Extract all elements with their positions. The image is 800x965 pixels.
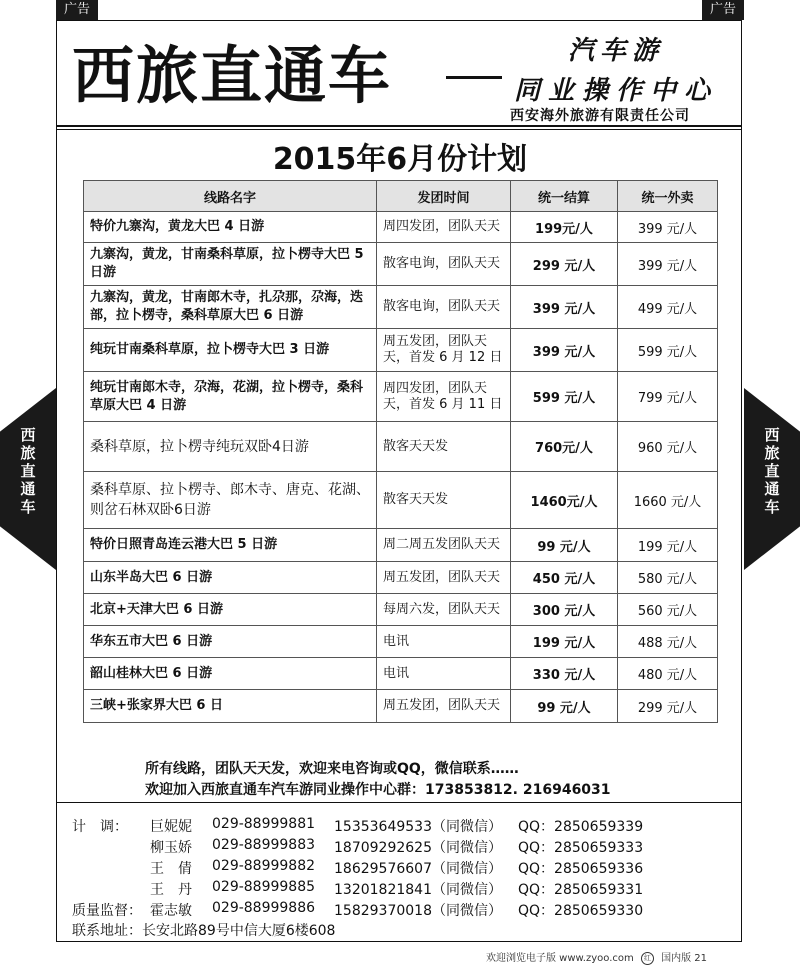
header-route-name: 线路名字: [84, 181, 377, 212]
table-row: [84, 212, 718, 243]
table-row: [84, 286, 718, 329]
slogan-line-2: 同业操作中心: [514, 76, 719, 106]
table-row: [84, 529, 718, 562]
route-settle-price: 399 元/人: [511, 286, 618, 329]
routes-table: [83, 180, 718, 723]
route-settle-price: 300 元/人: [511, 594, 618, 626]
slogan-line-1: 汽车游: [568, 36, 665, 66]
table-row: [84, 626, 718, 658]
ad-label-right: 广告: [702, 0, 744, 20]
route-settle-price: 99 元/人: [511, 529, 618, 562]
table-row: [84, 372, 718, 422]
route-name: 三峡+张家界大巴 6 日: [84, 690, 377, 723]
route-name: 北京+天津大巴 6 日游: [84, 594, 377, 626]
table-row: [84, 690, 718, 723]
table-row: [84, 658, 718, 690]
contact-tel: 029-88999881: [212, 816, 316, 832]
route-retail-price: 399 元/人: [618, 212, 718, 243]
contact-name: 霍志敏: [150, 903, 192, 919]
route-departure: 散客天天发: [377, 472, 511, 529]
route-name: 桑科草原，拉卜楞寺纯玩双卧4日游: [84, 422, 377, 472]
route-name: 桑科草原、拉卜楞寺、郎木寺、唐克、花湖、则岔石林双卧6日游: [84, 472, 377, 529]
route-retail-price: 580 元/人: [618, 562, 718, 594]
route-settle-price: 450 元/人: [511, 562, 618, 594]
route-settle-price: 99 元/人: [511, 690, 618, 723]
footer-edition: 国内版 21: [661, 953, 708, 964]
route-retail-price: 480 元/人: [618, 658, 718, 690]
contact-tel: 029-88999886: [212, 900, 316, 916]
contact-mobile: 18709292625（同微信）: [334, 840, 502, 856]
route-settle-price: 760元/人: [511, 422, 618, 472]
route-departure: 每周六发，团队天天: [377, 594, 511, 626]
route-retail-price: 1660 元/人: [618, 472, 718, 529]
table-row: [84, 422, 718, 472]
route-name: 九寨沟，黄龙，甘南桑科草原，拉卜楞寺大巴 5 日游: [84, 243, 377, 286]
contact-qq: QQ：2850659330: [518, 903, 644, 919]
table-row: [84, 329, 718, 372]
route-settle-price: 399 元/人: [511, 329, 618, 372]
route-departure: 周五发团，团队天天: [377, 690, 511, 723]
contact-tel: 029-88999883: [212, 837, 316, 853]
route-name: 纯玩甘南桑科草原，拉卜楞寺大巴 3 日游: [84, 329, 377, 372]
contact-tel: 029-88999885: [212, 879, 316, 895]
company-name: 西安海外旅游有限责任公司: [510, 108, 690, 124]
plan-title: 2015年6月份计划: [272, 142, 528, 177]
note-all-routes: 所有线路，团队天天发，欢迎来电咨询或QQ，微信联系……: [145, 761, 519, 777]
route-departure: 散客电询，团队天天: [377, 286, 511, 329]
contact-tel: 029-88999882: [212, 858, 316, 874]
contact-mobile: 13201821841（同微信）: [334, 882, 502, 898]
contact-address: 联系地址：长安北路89号中信大厦6楼608: [72, 923, 336, 939]
route-departure: 周二周五发团队天天: [377, 529, 511, 562]
page-footer: [486, 949, 707, 965]
route-departure: 周五发团，团队天天，首发 6 月 12 日: [377, 329, 511, 372]
contact-qq: QQ：2850659336: [518, 861, 644, 877]
contact-mobile: 15353649533（同微信）: [334, 819, 502, 835]
route-name: 山东半岛大巴 6 日游: [84, 562, 377, 594]
route-retail-price: 299 元/人: [618, 690, 718, 723]
route-departure: 周四发团，团队天天，首发 6 月 11 日: [377, 372, 511, 422]
route-name: 特价九寨沟，黄龙大巴 4 日游: [84, 212, 377, 243]
side-label-right: [744, 426, 800, 516]
route-retail-price: 960 元/人: [618, 422, 718, 472]
contact-name: 巨妮妮: [150, 819, 192, 835]
contact-qq: QQ：2850659331: [518, 882, 644, 898]
side-label-left-text: 西 旅 直 通 车: [20, 426, 36, 516]
table-row: [84, 243, 718, 286]
contact-mobile: 15829370018（同微信）: [334, 903, 502, 919]
contact-role: 质量监督：: [72, 903, 142, 919]
ad-label-left: 广告: [56, 0, 98, 20]
route-settle-price: 599 元/人: [511, 372, 618, 422]
route-name: 华东五市大巴 6 日游: [84, 626, 377, 658]
section-divider: [56, 802, 742, 803]
route-name: 韶山桂林大巴 6 日游: [84, 658, 377, 690]
header-retail-price: 统一外卖: [618, 181, 718, 212]
route-retail-price: 399 元/人: [618, 243, 718, 286]
contact-name: 王 丹: [150, 882, 192, 898]
footer-text: 欢迎浏览电子版 www.zyoo.com: [486, 953, 634, 964]
header-divider-thin: [56, 129, 742, 130]
top-bar: [0, 0, 800, 20]
table-row: [84, 594, 718, 626]
route-settle-price: 199 元/人: [511, 626, 618, 658]
route-retail-price: 488 元/人: [618, 626, 718, 658]
route-name: 特价日照青岛连云港大巴 5 日游: [84, 529, 377, 562]
route-retail-price: 499 元/人: [618, 286, 718, 329]
route-departure: 散客天天发: [377, 422, 511, 472]
route-departure: 电讯: [377, 626, 511, 658]
brand-title: 西旅直通车: [72, 39, 393, 112]
red-badge-icon: 红: [641, 952, 654, 965]
contact-role: 计 调：: [72, 819, 128, 835]
route-retail-price: 599 元/人: [618, 329, 718, 372]
note-join-group: 欢迎加入西旅直通车汽车游同业操作中心群：173853812. 216946031: [145, 782, 611, 798]
header-divider: [56, 125, 742, 127]
route-departure: 散客电询，团队天天: [377, 243, 511, 286]
table-row: [84, 562, 718, 594]
side-label-right-text: 西 旅 直 通 车: [764, 426, 780, 516]
contact-name: 柳玉娇: [150, 840, 192, 856]
route-retail-price: 799 元/人: [618, 372, 718, 422]
brand-dash: [446, 76, 502, 79]
contact-name: 王 倩: [150, 861, 192, 877]
side-label-left: [0, 426, 56, 516]
route-name: 纯玩甘南郎木寺，尕海，花湖，拉卜楞寺，桑科草原大巴 4 日游: [84, 372, 377, 422]
table-header-row: [84, 181, 718, 212]
route-settle-price: 1460元/人: [511, 472, 618, 529]
route-departure: 周四发团，团队天天: [377, 212, 511, 243]
route-settle-price: 199元/人: [511, 212, 618, 243]
table-row: [84, 472, 718, 529]
route-settle-price: 299 元/人: [511, 243, 618, 286]
route-retail-price: 199 元/人: [618, 529, 718, 562]
route-retail-price: 560 元/人: [618, 594, 718, 626]
header-departure: 发团时间: [377, 181, 511, 212]
contact-mobile: 18629576607（同微信）: [334, 861, 502, 877]
route-name: 九寨沟，黄龙，甘南郎木寺，扎尕那，尕海，迭部，拉卜楞寺，桑科草原大巴 6 日游: [84, 286, 377, 329]
route-settle-price: 330 元/人: [511, 658, 618, 690]
contact-qq: QQ：2850659339: [518, 819, 644, 835]
contact-qq: QQ：2850659333: [518, 840, 644, 856]
route-departure: 电讯: [377, 658, 511, 690]
header-settle-price: 统一结算: [511, 181, 618, 212]
route-departure: 周五发团，团队天天: [377, 562, 511, 594]
